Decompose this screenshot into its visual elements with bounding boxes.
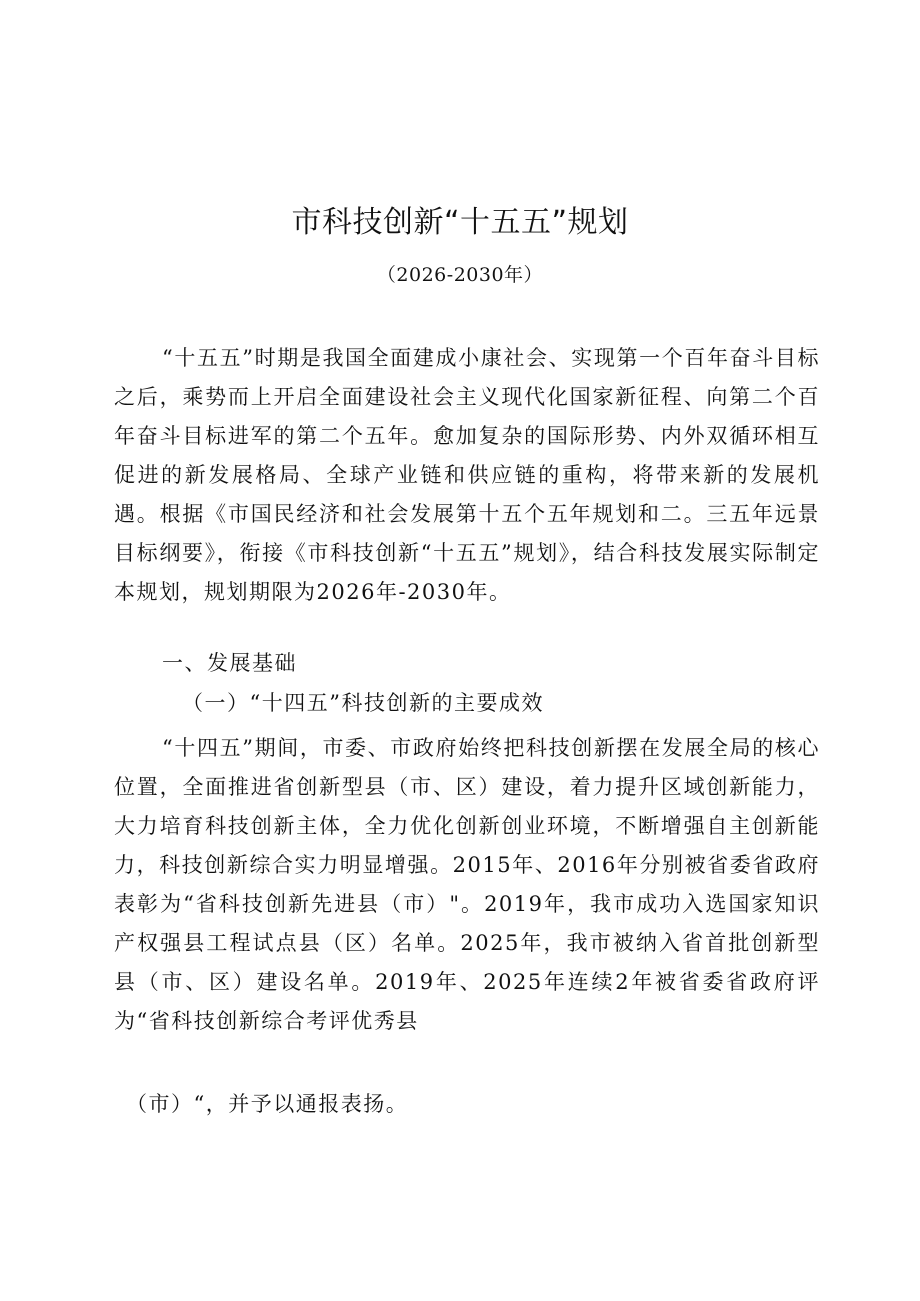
section-heading: 一、发展基础 xyxy=(162,651,297,675)
document-subtitle: （2026-2030年） xyxy=(376,264,544,286)
intro-paragraph: “十五五”时期是我国全面建成小康社会、实现第一个百年奋斗目标之后，乘势而上开启全面建设社会主义现代化国家新征程、向第二个百年奋斗目标进军的第二个五年。愈加复杂的国际形势、内外双循环相互促进的新发展格局、全球产业链和供应链的重构，将带来新的发展机遇。根据《市国民经济和社会发展第十五个五年规划和二。三五年远景目标纲要》，衔接《市科技创新“十五五”规划》，结合科技发展实际制定本规划，规划期限为2026年-2030年。 xyxy=(114,346,820,604)
subsection-heading: （一）“十四五”科技创新的主要成效 xyxy=(182,691,544,715)
body-paragraph: “十四五”期间，市委、市政府始终把科技创新摆在发展全局的核心位置，全面推进省创新型县（市、区）建设，着力提升区域创新能力，大力培育科技创新主体，全力优化创新创业环境，不断增强自主创新能力，科技创新综合实力明显增强。2015年、2016年分别被省委省政府表彰为“省科技创新先进县（市）"。2019年，我市成功入选国家知识产权强县工程试点县（区）名单。2025年，我市被纳入省首批创新型县（市、区）建设名单。2019年、2025年连续2年被省委省政府评为“省科技创新综合考评优秀县 xyxy=(114,736,820,1033)
continuation-line: （市）“，并予以通报表扬。 xyxy=(126,1092,409,1116)
document-title: 市科技创新“十五五”规划 xyxy=(291,205,629,240)
